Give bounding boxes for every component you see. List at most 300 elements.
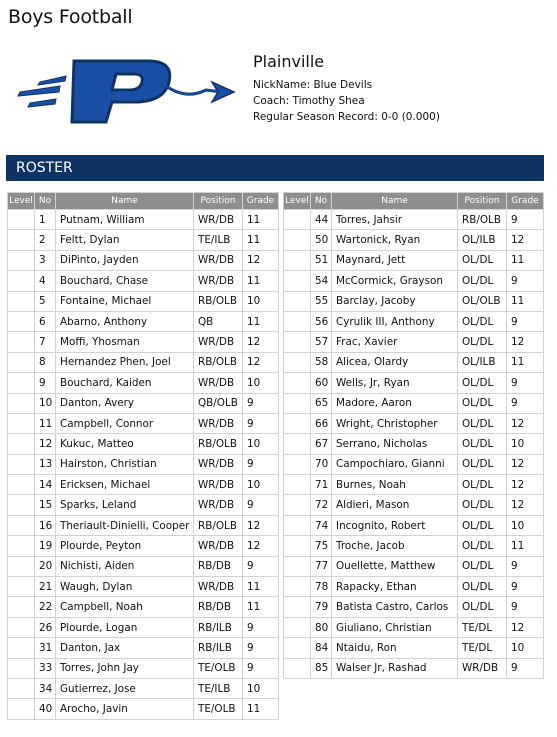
player-number: 44 [311,210,332,230]
player-grade: 11 [243,311,279,331]
roster-row [8,475,279,495]
roster-heading: ROSTER [6,155,544,181]
player-position: RB/ILB [194,638,243,658]
player-name: Wartonick, Ryan [332,230,458,250]
player-grade: 12 [507,495,544,515]
player-grade: 9 [507,658,544,678]
roster-table-left [7,192,279,720]
player-grade: 9 [507,597,544,617]
logo-tail [166,86,222,94]
team-record: Regular Season Record: 0-0 (0.000) [253,111,440,123]
player-number: 6 [35,311,56,331]
roster-row [284,210,544,230]
player-name: Barclay, Jacoby [332,291,458,311]
roster-row [8,373,279,393]
player-level [284,577,311,597]
player-number: 7 [35,332,56,352]
roster-row [8,658,279,678]
player-name: Sparks, Leland [56,495,194,515]
player-grade: 9 [243,393,279,413]
roster-row [284,332,544,352]
player-number: 67 [311,434,332,454]
roster-row [8,617,279,637]
player-position: OL/DL [458,271,507,291]
roster-row [284,577,544,597]
player-grade: 10 [243,475,279,495]
player-grade: 9 [507,271,544,291]
player-number: 26 [35,617,56,637]
roster-header-row [284,193,544,210]
player-grade: 9 [507,373,544,393]
player-number: 54 [311,271,332,291]
player-number: 79 [311,597,332,617]
roster-row [8,454,279,474]
player-grade: 10 [507,638,544,658]
roster-row [8,311,279,331]
player-number: 71 [311,475,332,495]
player-name: Putnam, William [56,210,194,230]
player-position: RB/OLB [194,515,243,535]
player-position: OL/DL [458,413,507,433]
player-position: OL/DL [458,597,507,617]
player-level [8,230,35,250]
player-position: WR/DB [194,210,243,230]
player-position: OL/DL [458,434,507,454]
player-position: TE/ILB [194,230,243,250]
player-number: 66 [311,413,332,433]
player-grade: 10 [243,373,279,393]
player-level [284,413,311,433]
roster-row [284,556,544,576]
roster-row [8,230,279,250]
player-name: Troche, Jacob [332,536,458,556]
player-position: OL/DL [458,250,507,270]
player-position: WR/DB [194,250,243,270]
player-position: RB/DB [194,556,243,576]
column-header-name: Name [56,193,194,210]
roster-row [284,291,544,311]
column-header-no: No [311,193,332,210]
player-name: Fontaine, Michael [56,291,194,311]
roster-row [8,536,279,556]
player-level [8,434,35,454]
roster-header-row [8,193,279,210]
player-level [284,617,311,637]
player-position: RB/DB [194,597,243,617]
player-name: Abarno, Anthony [56,311,194,331]
player-number: 11 [35,413,56,433]
roster-row [8,515,279,535]
team-nickname: NickName: Blue Devils [253,79,373,91]
roster-row [8,597,279,617]
player-level [284,373,311,393]
player-name: Ntaidu, Ron [332,638,458,658]
player-number: 31 [35,638,56,658]
player-level [8,311,35,331]
player-name: Feltt, Dylan [56,230,194,250]
team-coach: Coach: Timothy Shea [253,95,365,107]
player-name: Rapacky, Ethan [332,577,458,597]
player-grade: 12 [243,250,279,270]
player-name: Burnes, Noah [332,475,458,495]
player-grade: 9 [243,658,279,678]
player-position: OL/OLB [458,291,507,311]
player-name: Moffi, Yhosman [56,332,194,352]
roster-row [8,678,279,698]
player-number: 21 [35,577,56,597]
player-grade: 12 [507,454,544,474]
player-position: WR/DB [194,577,243,597]
player-number: 19 [35,536,56,556]
player-name: Plourde, Peyton [56,536,194,556]
player-number: 65 [311,393,332,413]
player-position: OL/DL [458,495,507,515]
player-level [8,536,35,556]
player-number: 70 [311,454,332,474]
player-number: 77 [311,556,332,576]
player-number: 72 [311,495,332,515]
player-number: 1 [35,210,56,230]
player-name: DiPinto, Jayden [56,250,194,270]
team-info [253,52,440,125]
column-header-no: No [35,193,56,210]
roster-row [284,658,544,678]
roster-row [8,434,279,454]
player-position: WR/DB [194,495,243,515]
roster-row [8,495,279,515]
player-grade: 9 [507,311,544,331]
column-header-name: Name [332,193,458,210]
player-position: QB [194,311,243,331]
roster-table-right [283,192,544,679]
player-position: TE/DL [458,638,507,658]
player-position: WR/DB [194,332,243,352]
player-name: Madore, Aaron [332,393,458,413]
roster-row [8,352,279,372]
player-name: Danton, Avery [56,393,194,413]
player-level [284,250,311,270]
player-grade: 9 [507,556,544,576]
player-level [8,495,35,515]
player-level [284,271,311,291]
player-grade: 10 [243,434,279,454]
player-number: 80 [311,617,332,637]
player-level [8,393,35,413]
roster-row [8,413,279,433]
player-name: Torres, John Jay [56,658,194,678]
roster-row [8,393,279,413]
player-name: Wells, Jr, Ryan [332,373,458,393]
player-number: 10 [35,393,56,413]
player-level [284,311,311,331]
player-number: 75 [311,536,332,556]
player-number: 55 [311,291,332,311]
roster-row [8,638,279,658]
roster-row [8,210,279,230]
player-name: Incognito, Robert [332,515,458,535]
player-level [284,638,311,658]
player-level [8,271,35,291]
player-name: Waugh, Dylan [56,577,194,597]
player-grade: 9 [243,556,279,576]
roster-row [284,475,544,495]
roster-row [8,250,279,270]
player-position: OL/DL [458,332,507,352]
player-level [284,658,311,678]
player-name: Walser Jr, Rashad [332,658,458,678]
player-grade: 12 [507,332,544,352]
player-name: Giuliano, Christian [332,617,458,637]
roster-row [284,617,544,637]
column-header-level: Level [284,193,311,210]
roster-row [284,271,544,291]
player-position: TE/ILB [194,678,243,698]
player-level [8,678,35,698]
player-grade: 12 [507,617,544,637]
player-position: TE/OLB [194,699,243,719]
player-grade: 11 [243,210,279,230]
player-level [284,475,311,495]
player-number: 15 [35,495,56,515]
player-grade: 11 [243,597,279,617]
player-level [8,413,35,433]
player-grade: 9 [507,210,544,230]
roster-row [8,332,279,352]
player-name: Batista Castro, Carlos [332,597,458,617]
player-name: Cyrulik III, Anthony [332,311,458,331]
team-name: Plainville [253,52,325,71]
roster-row [284,373,544,393]
roster-row [8,556,279,576]
player-position: OL/DL [458,373,507,393]
roster-row [284,352,544,372]
player-name: Arocho, Javin [56,699,194,719]
player-grade: 11 [243,699,279,719]
player-grade: 9 [507,393,544,413]
column-header-grade: Grade [507,193,544,210]
player-position: WR/DB [194,413,243,433]
roster-row [284,597,544,617]
player-name: Maynard, Jett [332,250,458,270]
player-level [8,291,35,311]
roster-row [284,454,544,474]
player-name: Campbell, Connor [56,413,194,433]
player-level [284,556,311,576]
roster-row [284,413,544,433]
player-level [8,658,35,678]
player-number: 8 [35,352,56,372]
player-level [8,332,35,352]
player-grade: 9 [243,413,279,433]
player-name: Hairston, Christian [56,454,194,474]
player-grade: 12 [507,475,544,495]
player-name: Frac, Xavier [332,332,458,352]
player-level [8,352,35,372]
team-logo [16,56,240,126]
player-grade: 9 [243,454,279,474]
player-position: TE/DL [458,617,507,637]
player-name: Aldieri, Mason [332,495,458,515]
player-number: 2 [35,230,56,250]
player-level [284,230,311,250]
roster-row [284,495,544,515]
player-position: RB/OLB [458,210,507,230]
roster-row [284,536,544,556]
roster-row [284,434,544,454]
player-grade: 12 [243,515,279,535]
player-position: OL/DL [458,577,507,597]
player-position: TE/OLB [194,658,243,678]
logo-speed-lines [18,76,66,107]
player-name: Theriault-Dinielli, Cooper [56,515,194,535]
player-level [8,210,35,230]
column-header-grade: Grade [243,193,279,210]
player-grade: 10 [507,434,544,454]
player-level [8,699,35,719]
player-number: 50 [311,230,332,250]
player-level [284,210,311,230]
player-position: WR/DB [194,373,243,393]
player-number: 5 [35,291,56,311]
player-grade: 9 [243,495,279,515]
player-level [8,597,35,617]
player-position: RB/OLB [194,291,243,311]
player-name: Serrano, Nicholas [332,434,458,454]
player-level [284,434,311,454]
player-position: WR/DB [458,658,507,678]
player-number: 14 [35,475,56,495]
player-level [8,515,35,535]
player-position: OL/DL [458,515,507,535]
roster-row [284,515,544,535]
player-name: Gutierrez, Jose [56,678,194,698]
player-name: Ouellette, Matthew [332,556,458,576]
roster-row [284,250,544,270]
player-position: WR/DB [194,271,243,291]
player-position: OL/DL [458,536,507,556]
player-number: 34 [35,678,56,698]
roster-row [8,577,279,597]
roster-row [284,311,544,331]
player-position: OL/DL [458,475,507,495]
player-number: 84 [311,638,332,658]
player-position: OL/ILB [458,230,507,250]
player-number: 74 [311,515,332,535]
player-level [284,393,311,413]
player-number: 4 [35,271,56,291]
player-number: 12 [35,434,56,454]
player-name: Campochiaro, Gianni [332,454,458,474]
page-title: Boys Football [8,6,133,28]
roster-row [8,699,279,719]
roster-row [284,230,544,250]
player-level [284,352,311,372]
player-position: WR/DB [194,536,243,556]
player-position: RB/OLB [194,352,243,372]
player-level [8,250,35,270]
player-number: 85 [311,658,332,678]
player-position: OL/DL [458,393,507,413]
player-grade: 9 [507,577,544,597]
player-grade: 11 [507,250,544,270]
player-number: 40 [35,699,56,719]
player-level [284,495,311,515]
player-name: Nichisti, Aiden [56,556,194,576]
player-number: 16 [35,515,56,535]
player-name: Kukuc, Matteo [56,434,194,454]
player-grade: 9 [243,638,279,658]
player-grade: 12 [507,413,544,433]
player-grade: 11 [243,230,279,250]
roster-row [8,291,279,311]
player-number: 13 [35,454,56,474]
player-grade: 11 [507,291,544,311]
player-position: OL/ILB [458,352,507,372]
player-level [8,454,35,474]
player-grade: 11 [243,271,279,291]
player-position: OL/DL [458,454,507,474]
player-number: 3 [35,250,56,270]
player-number: 51 [311,250,332,270]
player-number: 20 [35,556,56,576]
player-level [284,515,311,535]
player-position: RB/OLB [194,434,243,454]
player-grade: 12 [507,230,544,250]
player-grade: 9 [243,617,279,637]
roster-row [284,638,544,658]
player-position: WR/DB [194,475,243,495]
player-name: Alicea, Olardy [332,352,458,372]
player-number: 58 [311,352,332,372]
player-name: Bouchard, Kaiden [56,373,194,393]
player-grade: 12 [243,536,279,556]
column-header-position: Position [194,193,243,210]
player-level [284,454,311,474]
player-level [8,475,35,495]
player-grade: 12 [243,332,279,352]
player-number: 60 [311,373,332,393]
player-name: Campbell, Noah [56,597,194,617]
player-level [8,556,35,576]
player-number: 9 [35,373,56,393]
player-level [8,373,35,393]
player-position: WR/DB [194,454,243,474]
player-grade: 11 [507,536,544,556]
player-name: Plourde, Logan [56,617,194,637]
player-number: 33 [35,658,56,678]
player-position: RB/ILB [194,617,243,637]
column-header-position: Position [458,193,507,210]
player-name: Torres, Jahsir [332,210,458,230]
player-level [284,536,311,556]
player-number: 56 [311,311,332,331]
player-level [284,291,311,311]
column-header-level: Level [8,193,35,210]
player-level [8,577,35,597]
player-number: 57 [311,332,332,352]
player-level [8,638,35,658]
player-name: Bouchard, Chase [56,271,194,291]
player-level [284,597,311,617]
player-grade: 10 [507,515,544,535]
player-number: 78 [311,577,332,597]
player-name: Danton, Jax [56,638,194,658]
player-grade: 11 [243,577,279,597]
player-name: Hernandez Phen, Joel [56,352,194,372]
player-position: OL/DL [458,311,507,331]
player-name: McCormick, Grayson [332,271,458,291]
player-name: Ericksen, Michael [56,475,194,495]
